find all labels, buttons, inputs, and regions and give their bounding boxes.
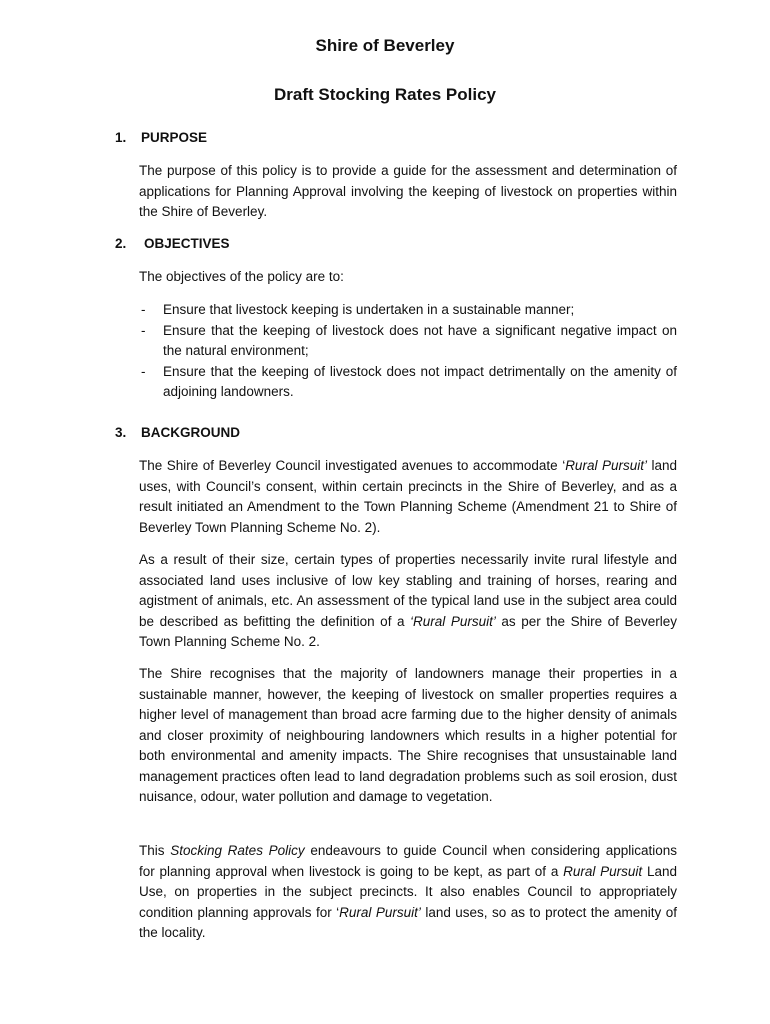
section-heading-label: OBJECTIVES <box>144 236 230 251</box>
list-item <box>139 362 677 403</box>
purpose-paragraph: The purpose of this policy is to provide a guide for the assessment and determination of applications for Planning Approval involving the keeping of livestock on properties within the Shire of Beverley. <box>139 163 677 219</box>
section-number: 2. <box>115 236 127 251</box>
list-item-text: Ensure that livestock keeping is undertaken in a sustainable manner; <box>163 302 575 317</box>
italic-term: Rural Pursuit <box>563 863 643 879</box>
section-number: 1. <box>115 130 127 145</box>
italic-term: ‘Rural Pursuit’ <box>410 613 496 629</box>
objectives-intro: The objectives of the policy are to: <box>139 269 344 284</box>
section-heading-label: BACKGROUND <box>141 425 240 440</box>
section-number: 3. <box>115 425 127 440</box>
italic-term: Rural Pursuit’ <box>339 904 421 920</box>
document-title: Shire of Beverley <box>315 36 455 55</box>
text-run: This <box>139 843 171 858</box>
text-run: land uses, with Council’s consent, within certain precincts in the Shire of Beverley, and as a result initiated an Amendment to the Town Planning Scheme (Amendment 21 to Shire of Beverley Town Planning Scheme No. 2). <box>139 458 677 535</box>
document-subtitle: Draft Stocking Rates Policy <box>273 85 496 104</box>
list-item <box>139 321 677 362</box>
section-heading-purpose <box>115 130 207 145</box>
italic-term: Stocking Rates Policy <box>170 843 305 858</box>
section-heading-objectives <box>115 236 230 251</box>
bullet-dash: - <box>141 322 146 338</box>
section-heading-background <box>115 425 240 440</box>
text-run: The Shire of Beverley Council investigated avenues to accommodate ‘ <box>139 458 566 473</box>
text-run: Land Use, on properties in the subject precincts. It also enables Council to appropriately condition planning approvals for ‘ <box>139 863 677 920</box>
list-item-text: Ensure that the keeping of livestock does not impact detrimentally on the amenity of adjoining landowners. <box>163 363 677 399</box>
bullet-dash: - <box>141 363 146 379</box>
text-run: land uses, so as to protect the amenity of the locality. <box>139 904 677 940</box>
text-run: as per the Shire of Beverley Town Planning Scheme No. 2. <box>139 613 677 649</box>
objectives-list <box>139 300 677 403</box>
italic-term: Rural Pursuit’ <box>565 458 647 473</box>
background-paragraph-3: The Shire recognises that the majority of landowners manage their properties in a sustainable manner, however, the keeping of livestock on smaller properties requires a higher level of management than broad acre farming due to the higher density of animals and closer proximity of neighbouring landowners which results in a higher potential for both environmental and amenity impacts. The Shire recognises that unsustainable land management practices often lead to land degradation problems such as soil erosion, dust nuisance, odour, water pollution and damage to vegetation. <box>139 666 677 804</box>
text-run: endeavours to guide Council when considering applications for planning approval when livestock is going to be kept, as part of a <box>139 843 677 879</box>
background-paragraph-2 <box>139 550 677 653</box>
section-heading-label: PURPOSE <box>141 130 208 145</box>
text-run: As a result of their size, certain types of properties necessarily invite rural lifestyle and associated land uses inclusive of low key stabling and training of horses, rearing and agistment of animals, etc. An assessment of the typical land use in the subject area could be described as befitting the definition of a <box>139 552 677 629</box>
bullet-dash: - <box>141 302 146 317</box>
background-paragraph-4 <box>139 841 677 944</box>
list-item-text: Ensure that the keeping of livestock does not have a significant negative impact on the natural environment; <box>163 322 677 358</box>
list-item <box>139 300 677 321</box>
background-paragraph-1 <box>139 456 677 538</box>
